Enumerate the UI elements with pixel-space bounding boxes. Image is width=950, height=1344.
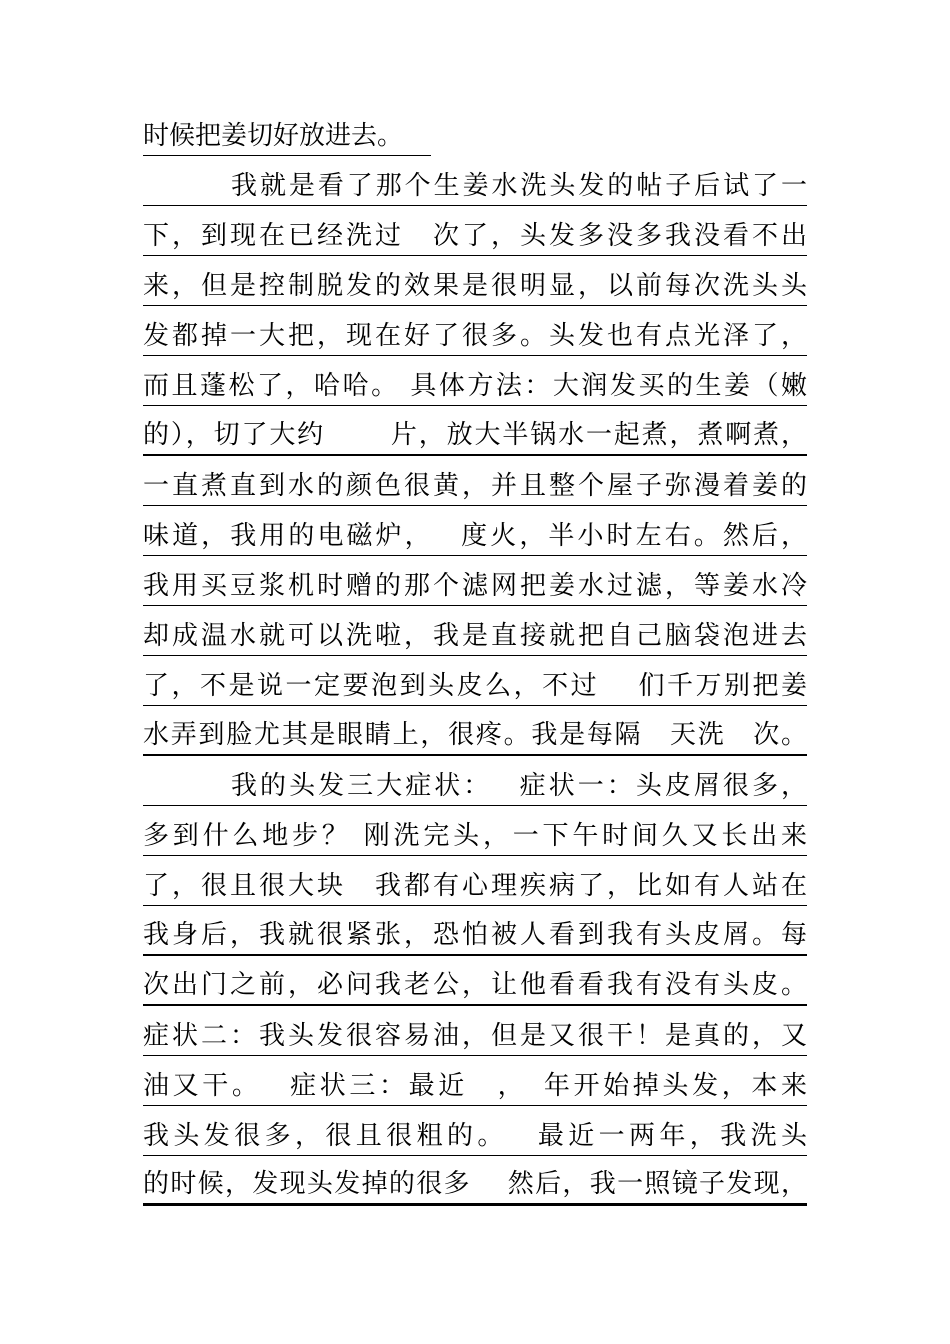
line-text: 油又干。 症状三：最近 ， 年开始掉头发，本来 bbox=[143, 1071, 807, 1101]
line-text: 下，到现在已经洗过 次了，头发多没多我没看不出 bbox=[143, 221, 807, 251]
line-text: 味道，我用的电磁炉， 度火，半小时左右。然后， bbox=[143, 521, 807, 551]
text-line-1 bbox=[143, 106, 431, 156]
line-text: 我头发很多，很且很粗的。 最近一两年，我洗头 bbox=[143, 1121, 807, 1151]
text-line-9 bbox=[143, 506, 807, 556]
line-text: 我就是看了那个生姜水洗头发的帖子后试了一 bbox=[231, 171, 807, 201]
text-line-18 bbox=[143, 956, 807, 1006]
text-line-10 bbox=[143, 556, 807, 606]
text-line-8 bbox=[143, 456, 807, 506]
line-text: 而且蓬松了，哈哈。 具体方法：大润发买的生姜（嫩 bbox=[143, 371, 807, 401]
line-text: 我的头发三大症状： 症状一：头皮屑很多， bbox=[231, 771, 807, 801]
text-line-17 bbox=[143, 906, 807, 956]
line-text: 了，很且很大块 我都有心理疾病了，比如有人站在 bbox=[143, 871, 807, 901]
line-text: 发都掉一大把，现在好了很多。头发也有点光泽了， bbox=[143, 321, 807, 351]
line-text: 一直煮直到水的颜色很黄，并且整个屋子弥漫着姜的 bbox=[143, 471, 807, 501]
text-line-19 bbox=[143, 1006, 807, 1056]
line-text: 却成温水就可以洗啦，我是直接就把自己脑袋泡进去 bbox=[143, 621, 807, 651]
text-line-13 bbox=[143, 706, 807, 756]
line-text: 多到什么地步？ 刚洗完头，一下午时间久又长出来 bbox=[143, 821, 807, 851]
line-text: 我用买豆浆机时赠的那个滤网把姜水过滤，等姜水冷 bbox=[143, 571, 807, 601]
text-line-3 bbox=[143, 206, 807, 256]
text-line-7 bbox=[143, 406, 807, 456]
text-line-6 bbox=[143, 356, 807, 406]
line-text: 症状二：我头发很容易油，但是又很干！是真的，又 bbox=[143, 1021, 807, 1051]
line-text: 了，不是说一定要泡到头皮么，不过 们千万别把姜 bbox=[143, 671, 807, 701]
text-line-14 bbox=[143, 756, 807, 806]
line-text: 我身后，我就很紧张，恐怕被人看到我有头皮屑。每 bbox=[143, 920, 807, 950]
line-text: 次出门之前，必问我老公，让他看看我有没有头皮。 bbox=[143, 970, 807, 1000]
line-text: 时候把姜切好放进去。 bbox=[143, 121, 404, 151]
text-line-4 bbox=[143, 256, 807, 306]
text-line-5 bbox=[143, 306, 807, 356]
text-line-15 bbox=[143, 806, 807, 856]
text-line-16 bbox=[143, 856, 807, 906]
text-line-21 bbox=[143, 1106, 807, 1156]
line-text: 水弄到脸尤其是眼睛上，很疼。我是每隔 天洗 次。 bbox=[143, 720, 807, 750]
line-text: 来，但是控制脱发的效果是很明显，以前每次洗头头 bbox=[143, 271, 807, 301]
text-line-2 bbox=[143, 156, 807, 206]
text-line-12 bbox=[143, 656, 807, 706]
text-line-11 bbox=[143, 606, 807, 656]
line-text: 的），切了大约 片，放大半锅水一起煮，煮啊煮， bbox=[143, 420, 807, 450]
text-line-20 bbox=[143, 1056, 807, 1106]
text-line-22 bbox=[143, 1156, 807, 1206]
line-text: 的时候，发现头发掉的很多 然后，我一照镜子发现， bbox=[143, 1169, 807, 1199]
